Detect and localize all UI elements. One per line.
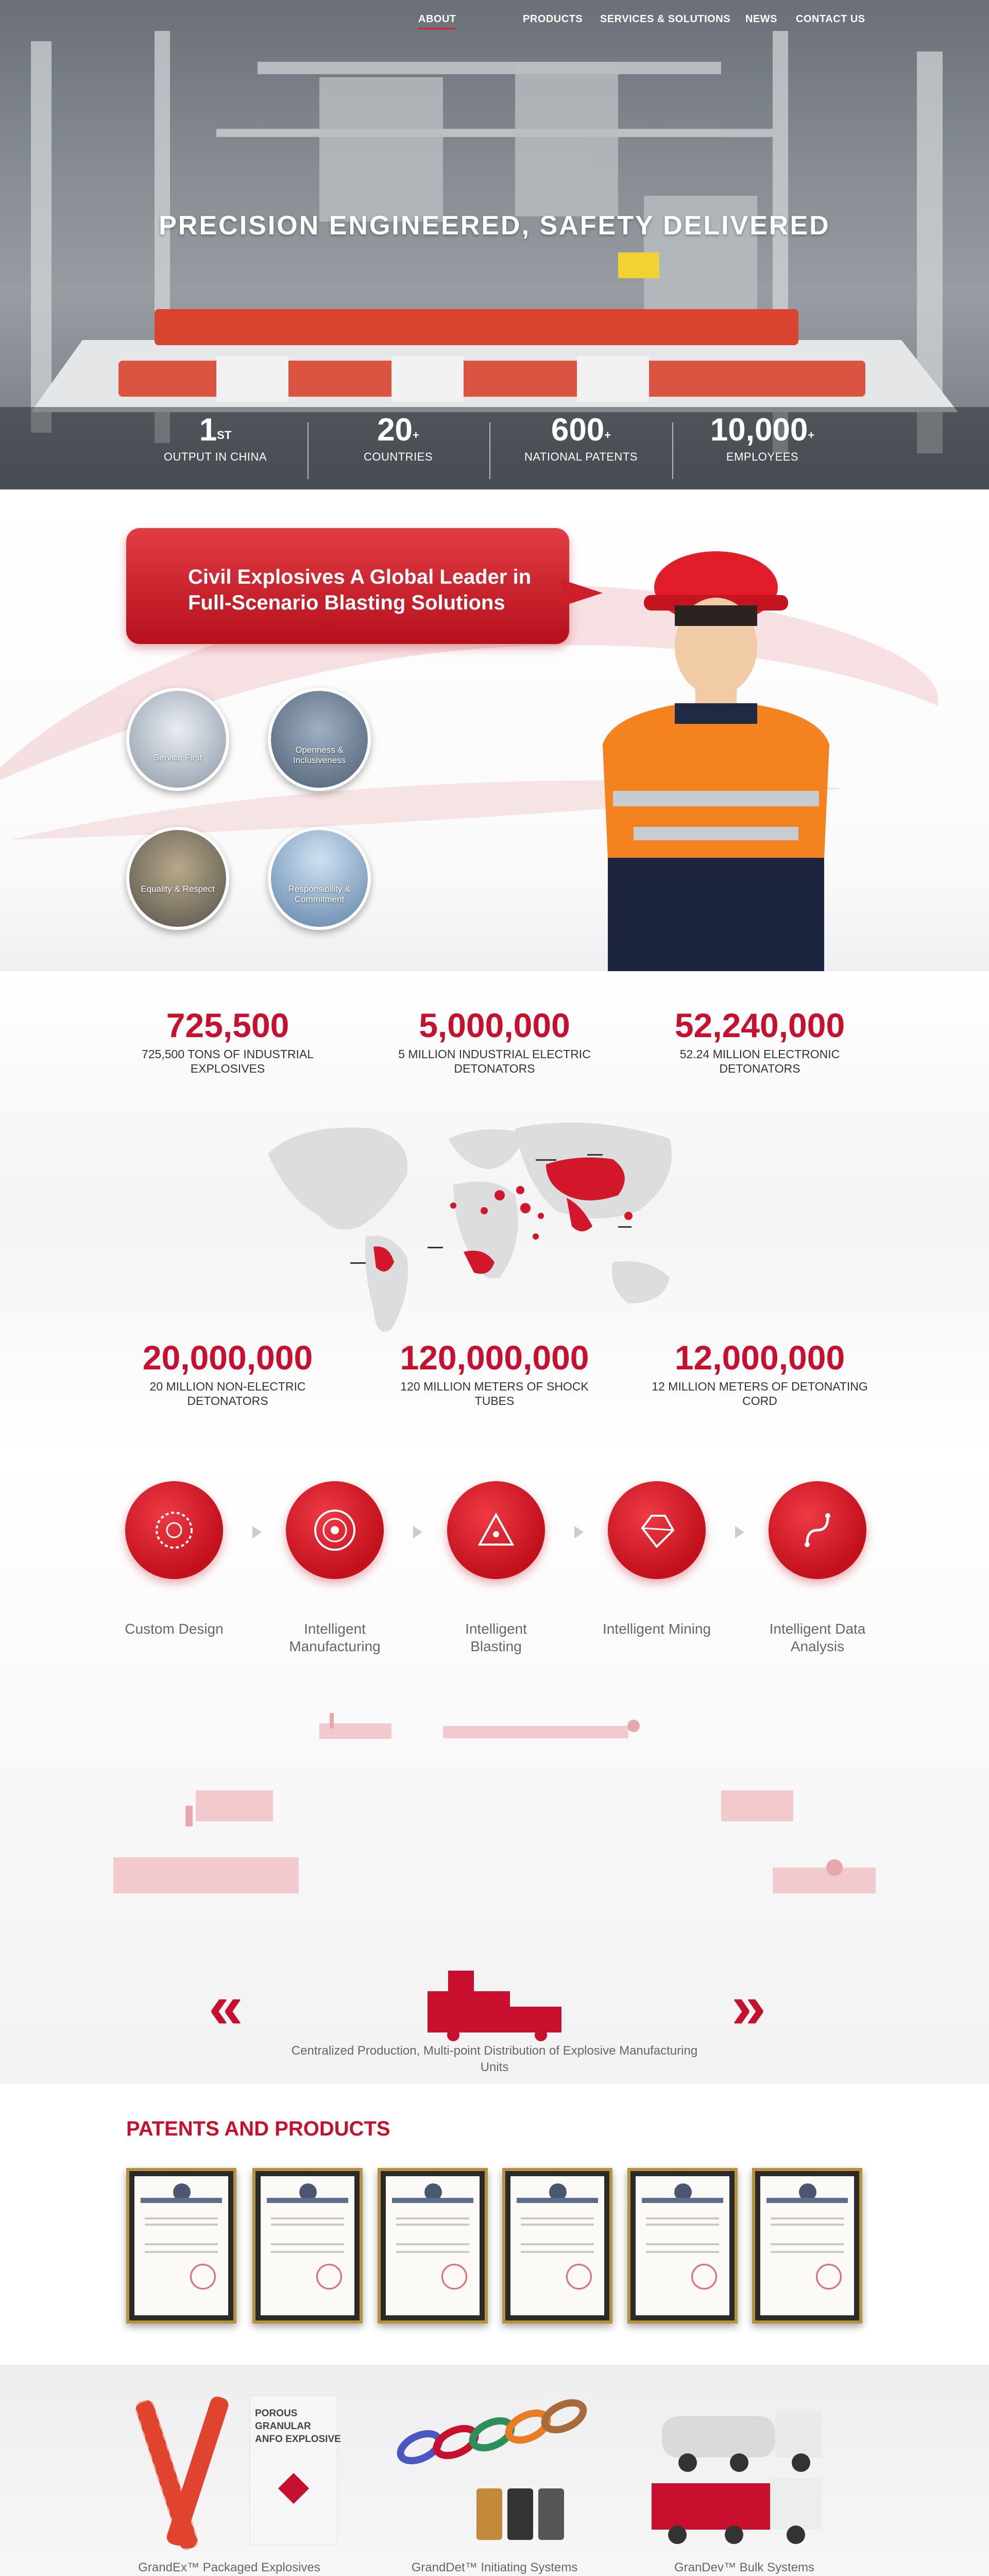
bag-label-3: ANFO EXPLOSIVE: [255, 2434, 341, 2445]
stat-number: 600: [551, 412, 605, 448]
chip-gear-icon: [309, 1504, 361, 1556]
process-step-data-analysis[interactable]: [769, 1481, 866, 1579]
stat-employees: [695, 412, 829, 464]
patents-section: [0, 2084, 989, 2365]
leader-section: [0, 489, 989, 971]
capacity-number: 12,000,000: [674, 1338, 845, 1377]
leader-banner-text: Civil Explosives A Global Leader in Full-Scenario Blasting Solutions: [188, 566, 532, 614]
certificate[interactable]: [627, 2168, 738, 2324]
main-navigation: [0, 0, 989, 41]
process-step-custom-design[interactable]: [125, 1481, 223, 1579]
stat-number: 10,000: [710, 412, 808, 448]
capacity-item: [114, 1005, 341, 1076]
value-equality[interactable]: [126, 827, 229, 930]
process-step-mining[interactable]: [608, 1481, 706, 1579]
hero-section: [0, 0, 989, 489]
capacity-label: 12 MILLION METERS OF DETONATING CORD: [652, 1380, 868, 1408]
hero-stats: [0, 412, 989, 489]
certificate[interactable]: [378, 2168, 488, 2324]
nav-products[interactable]: PRODUCTS: [523, 13, 583, 25]
capacity-section: [0, 971, 989, 1450]
capacity-item: [646, 1337, 873, 1408]
capacity-label: 5 MILLION INDUSTRIAL ELECTRIC DETONATORS: [398, 1047, 591, 1075]
process-section: [0, 1450, 989, 2084]
capacity-number: 120,000,000: [400, 1338, 589, 1377]
value-service-first[interactable]: [126, 688, 229, 791]
stat-countries: [331, 412, 465, 464]
capacity-item: [381, 1005, 608, 1076]
carousel-prev-button[interactable]: «: [209, 1972, 243, 2041]
stat-number: 1: [199, 412, 217, 448]
value-openness[interactable]: [268, 688, 371, 791]
world-map: [258, 1108, 690, 1350]
stat-output: [148, 412, 282, 464]
capacity-label: 725,500 TONS OF INDUSTRIAL EXPLOSIVES: [141, 1047, 314, 1075]
capacity-item: [114, 1337, 341, 1408]
initiating-systems-image: [384, 2385, 610, 2555]
nav-contact[interactable]: CONTACT US: [796, 13, 865, 25]
bag-label-2: GRANULAR: [255, 2421, 311, 2432]
process-arrow-icon: [413, 1526, 422, 1538]
capacity-number: 5,000,000: [419, 1006, 570, 1044]
bulk-systems-image: [646, 2385, 863, 2555]
distribution-caption: Centralized Production, Multi-point Distribution of Explosive Manufacturing Units: [291, 2044, 698, 2074]
leader-banner: [126, 528, 569, 644]
stat-suffix: ST: [217, 429, 232, 442]
capacity-label: 20 MILLION NON-ELECTRIC DETONATORS: [149, 1380, 306, 1408]
product-name[interactable]: GrandDet™ Initiating Systems: [411, 2561, 578, 2574]
value-label: Equality & Respect: [141, 884, 215, 894]
process-label: Intelligent Blasting: [465, 1621, 527, 1654]
distribution-illustration: [0, 1672, 989, 2084]
certificate[interactable]: [502, 2168, 612, 2324]
value-label: Responsibility & Commitment: [288, 884, 351, 904]
patents-title: PATENTS AND PRODUCTS: [126, 2117, 390, 2140]
nav-active-indicator: [418, 28, 455, 29]
stat-divider: [489, 422, 490, 479]
products-section: [0, 2365, 989, 2576]
blast-triangle-icon: [470, 1504, 522, 1556]
capacity-item: [646, 1005, 873, 1076]
process-step-blasting[interactable]: [447, 1481, 545, 1579]
stat-suffix: +: [604, 429, 611, 442]
carousel-next-button[interactable]: »: [731, 1972, 766, 2041]
stat-label: EMPLOYEES: [726, 450, 799, 463]
value-label: Service First: [153, 753, 202, 762]
stat-label: COUNTRIES: [363, 450, 433, 463]
stat-patents: [514, 412, 648, 464]
product-name[interactable]: GranDev™ Bulk Systems: [674, 2561, 815, 2574]
process-label: Intelligent Mining: [602, 1621, 711, 1637]
capacity-item: [381, 1337, 608, 1408]
stat-label: NATIONAL PATENTS: [524, 450, 638, 463]
stat-label: OUTPUT IN CHINA: [163, 450, 267, 463]
nav-news[interactable]: NEWS: [745, 13, 777, 25]
process-arrow-icon: [574, 1526, 584, 1538]
certificate[interactable]: [126, 2168, 236, 2324]
packaged-explosives-image: [126, 2385, 343, 2555]
capacity-label: 52.24 MILLION ELECTRONIC DETONATORS: [679, 1047, 840, 1075]
product-name[interactable]: GrandEx™ Packaged Explosives: [138, 2561, 320, 2574]
certificate[interactable]: [752, 2168, 862, 2324]
capacity-number: 20,000,000: [142, 1338, 313, 1377]
data-wave-icon: [792, 1504, 843, 1556]
process-arrow-icon: [252, 1526, 262, 1538]
brain-icon: [148, 1504, 200, 1556]
process-label: Custom Design: [125, 1621, 224, 1637]
hero-title: PRECISION ENGINEERED, SAFETY DELIVERED: [159, 211, 830, 241]
nav-about[interactable]: ABOUT: [418, 13, 456, 25]
value-responsibility[interactable]: [268, 827, 371, 930]
stat-divider: [308, 422, 309, 479]
bag-label-1: POROUS: [255, 2408, 298, 2419]
stat-suffix: +: [413, 429, 419, 442]
stat-divider: [672, 422, 673, 479]
process-arrow-icon: [735, 1526, 744, 1538]
diamond-ore-icon: [631, 1504, 683, 1556]
stat-number: 20: [377, 412, 413, 448]
capacity-label: 120 MILLION METERS OF SHOCK TUBES: [400, 1380, 589, 1408]
process-label: Intelligent Manufacturing: [289, 1621, 381, 1654]
value-label: Openness & Inclusiveness: [293, 745, 346, 765]
process-step-manufacturing[interactable]: [286, 1481, 384, 1579]
stat-suffix: +: [808, 429, 815, 442]
capacity-number: 52,240,000: [674, 1006, 845, 1044]
capacity-number: 725,500: [166, 1006, 289, 1044]
process-label: Intelligent Data Analysis: [769, 1621, 866, 1654]
certificate[interactable]: [252, 2168, 363, 2324]
nav-services[interactable]: SERVICES & SOLUTIONS: [600, 13, 731, 25]
worker-illustration: [582, 549, 850, 971]
